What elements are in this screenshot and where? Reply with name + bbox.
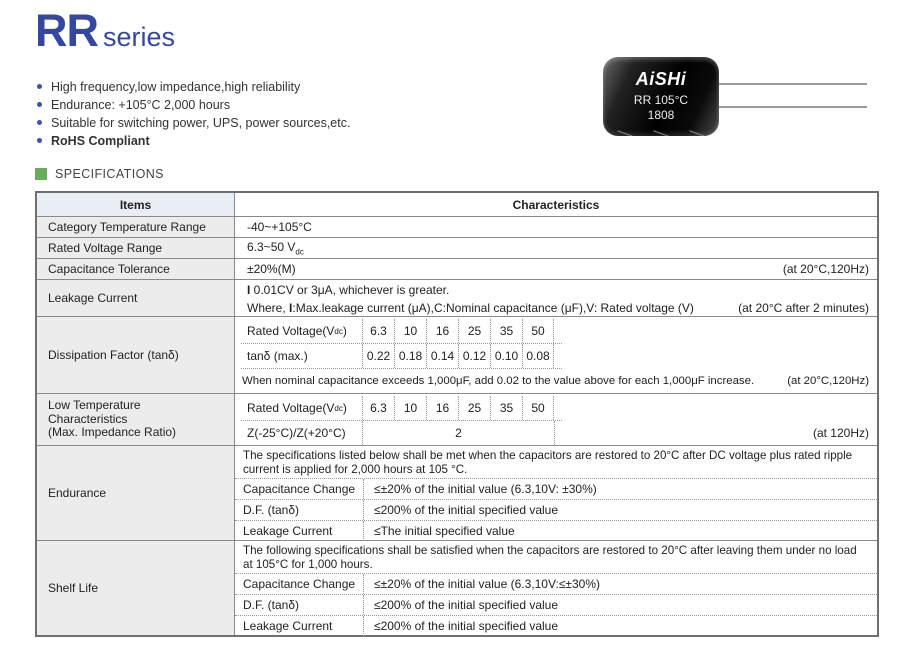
dissipation-subtable <box>241 319 562 369</box>
item-label: Endurance <box>37 446 235 540</box>
capacitor-marking: RR 105°C <box>633 93 689 107</box>
feature-item <box>37 78 350 95</box>
tand-value-cell: 0.18 <box>394 344 426 368</box>
specifications-table <box>35 191 879 637</box>
voltage-cell: 50 <box>522 319 554 343</box>
column-header-items: Items <box>37 193 235 216</box>
test-condition: (at 20°C,120Hz) <box>787 374 869 387</box>
subscript-dc: dc <box>295 247 304 257</box>
item-label: Leakage Current <box>37 280 235 316</box>
leakage-definition: Where, I:Max.leakage current (μA),C:Nominal capacitance (μF),V: Rated voltage (V) <box>247 300 694 315</box>
subrow-value: ≤The initial specified value <box>374 524 515 538</box>
table-row-capacitance-tolerance <box>37 258 877 279</box>
specifications-heading-label: SPECIFICATIONS <box>55 167 164 181</box>
shelf-life-subrow <box>235 595 877 616</box>
table-row-dissipation-factor <box>37 316 877 393</box>
tand-value-cell: 0.22 <box>362 344 394 368</box>
tand-label: tanδ (max.) <box>247 349 308 363</box>
item-value: -40~+105°C <box>247 220 312 234</box>
table-header-row <box>37 193 877 216</box>
subrow-value: ≤200% of the initial specified value <box>374 503 559 517</box>
green-square-icon <box>35 168 47 180</box>
impedance-label: Z(-25°C)/Z(+20°C) <box>247 426 346 440</box>
table-row-low-temperature <box>37 393 877 445</box>
shelf-life-intro: The following specifications shall be satisfied when the capacitors are restored to 20°C after leaving them under no load at 105°C for 1,000 hours. <box>235 541 877 574</box>
feature-item <box>37 114 350 131</box>
feature-text: Suitable for switching power, UPS, power sources,etc. <box>51 115 351 130</box>
leakage-formula: I 0.01CV or 3μA, whichever is greater. <box>247 282 450 297</box>
voltage-header-row <box>241 396 562 421</box>
bullet-icon <box>37 138 42 143</box>
table-row-leakage-current <box>37 279 877 316</box>
endurance-intro: The specifications listed below shall be met when the capacitors are restored to 20°C after DC voltage plus rated ripple current is applied for 2,000 hours at 105 °C. <box>235 446 877 479</box>
bullet-icon <box>37 120 42 125</box>
capacitor-marking: 1808 <box>647 108 675 122</box>
item-label: Category Temperature Range <box>37 217 235 237</box>
capacitor-brand-logo: AiSHi <box>635 69 687 89</box>
page-title <box>35 5 176 56</box>
voltage-cell: 35 <box>490 319 522 343</box>
voltage-cell: 6.3 <box>362 396 394 420</box>
bullet-icon <box>37 84 42 89</box>
table-row-rated-voltage <box>37 237 877 258</box>
subrow-label: Capacitance Change <box>235 479 364 499</box>
series-code: RR <box>35 5 98 56</box>
item-label: Low Temperature Characteristics (Max. Impedance Ratio) <box>37 394 235 445</box>
feature-list <box>37 78 350 150</box>
capacitor-image <box>600 55 870 140</box>
table-row-shelf-life <box>37 540 877 635</box>
endurance-subrow <box>235 521 877 541</box>
endurance-subrow <box>235 479 877 500</box>
shelf-life-subrow <box>235 616 877 636</box>
capacitor-lead <box>719 106 867 108</box>
subrow-value: ≤200% of the initial specified value <box>374 598 559 612</box>
voltage-cell: 10 <box>394 319 426 343</box>
subrow-label: Leakage Current <box>235 616 364 636</box>
voltage-cell: 25 <box>458 396 490 420</box>
subrow-label: D.F. (tanδ) <box>235 595 364 615</box>
bullet-icon <box>37 102 42 107</box>
series-word: series <box>103 22 176 52</box>
voltage-cell: 6.3 <box>362 319 394 343</box>
voltage-cell: 16 <box>426 396 458 420</box>
capacitor-body <box>603 57 719 136</box>
dissipation-note: When nominal capacitance exceeds 1,000μF, add 0.02 to the value above for each 1,000μF increase. <box>242 374 755 387</box>
tand-row <box>241 344 562 369</box>
feature-text: Endurance: +105°C 2,000 hours <box>51 97 231 112</box>
voltage-cell: 16 <box>426 319 458 343</box>
item-value: 6.3~50 $V_{dc}$ <box>247 239 304 257</box>
impedance-value: 2 <box>362 421 555 445</box>
voltage-cell: 10 <box>394 396 426 420</box>
endurance-subrow <box>235 500 877 521</box>
tand-value-cell: 0.08 <box>522 344 554 368</box>
item-label: Dissipation Factor (tanδ) <box>37 317 235 393</box>
capacitor-crimp-mark <box>617 130 632 136</box>
item-label: Capacitance Tolerance <box>37 259 235 279</box>
voltage-header-row <box>241 319 562 344</box>
voltage-header-label: Rated Voltage(V dc ) <box>247 324 347 338</box>
feature-item <box>37 96 350 113</box>
subrow-label: Capacitance Change <box>235 574 364 594</box>
table-row-category-temperature <box>37 216 877 237</box>
test-condition: (at 20°C after 2 minutes) <box>738 300 869 315</box>
subrow-value: ≤±20% of the initial value (6.3,10V:≤±30%) <box>374 577 601 591</box>
tand-value-cell: 0.14 <box>426 344 458 368</box>
specifications-heading <box>35 167 164 181</box>
test-condition: (at 20°C,120Hz) <box>782 262 869 276</box>
item-label: Shelf Life <box>37 541 235 635</box>
subrow-value: ≤200% of the initial specified value <box>374 619 559 633</box>
voltage-cell: 35 <box>490 396 522 420</box>
capacitor-crimp-mark <box>653 130 668 136</box>
impedance-row <box>241 421 562 446</box>
voltage-cell: 50 <box>522 396 554 420</box>
subrow-value: ≤±20% of the initial value (6.3,10V: ±30%) <box>374 482 597 496</box>
capacitor-crimp-mark <box>689 130 704 136</box>
feature-text: High frequency,low impedance,high reliability <box>51 79 301 94</box>
tand-value-cell: 0.12 <box>458 344 490 368</box>
low-temp-subtable <box>241 396 562 446</box>
capacitor-lead <box>719 83 867 85</box>
item-label: Rated Voltage Range <box>37 238 235 258</box>
table-row-endurance <box>37 445 877 540</box>
item-value: ±20%(M) <box>247 262 296 276</box>
test-condition: (at 120Hz) <box>812 426 869 440</box>
shelf-life-subrow <box>235 574 877 595</box>
column-header-characteristics: Characteristics <box>235 193 877 216</box>
subrow-label: D.F. (tanδ) <box>235 500 364 520</box>
feature-item <box>37 132 350 149</box>
voltage-header-label: Rated Voltage(V dc ) <box>247 401 347 415</box>
tand-value-cell: 0.10 <box>490 344 522 368</box>
subrow-label: Leakage Current <box>235 521 364 541</box>
feature-text: RoHS Compliant <box>51 133 150 148</box>
voltage-cell: 25 <box>458 319 490 343</box>
